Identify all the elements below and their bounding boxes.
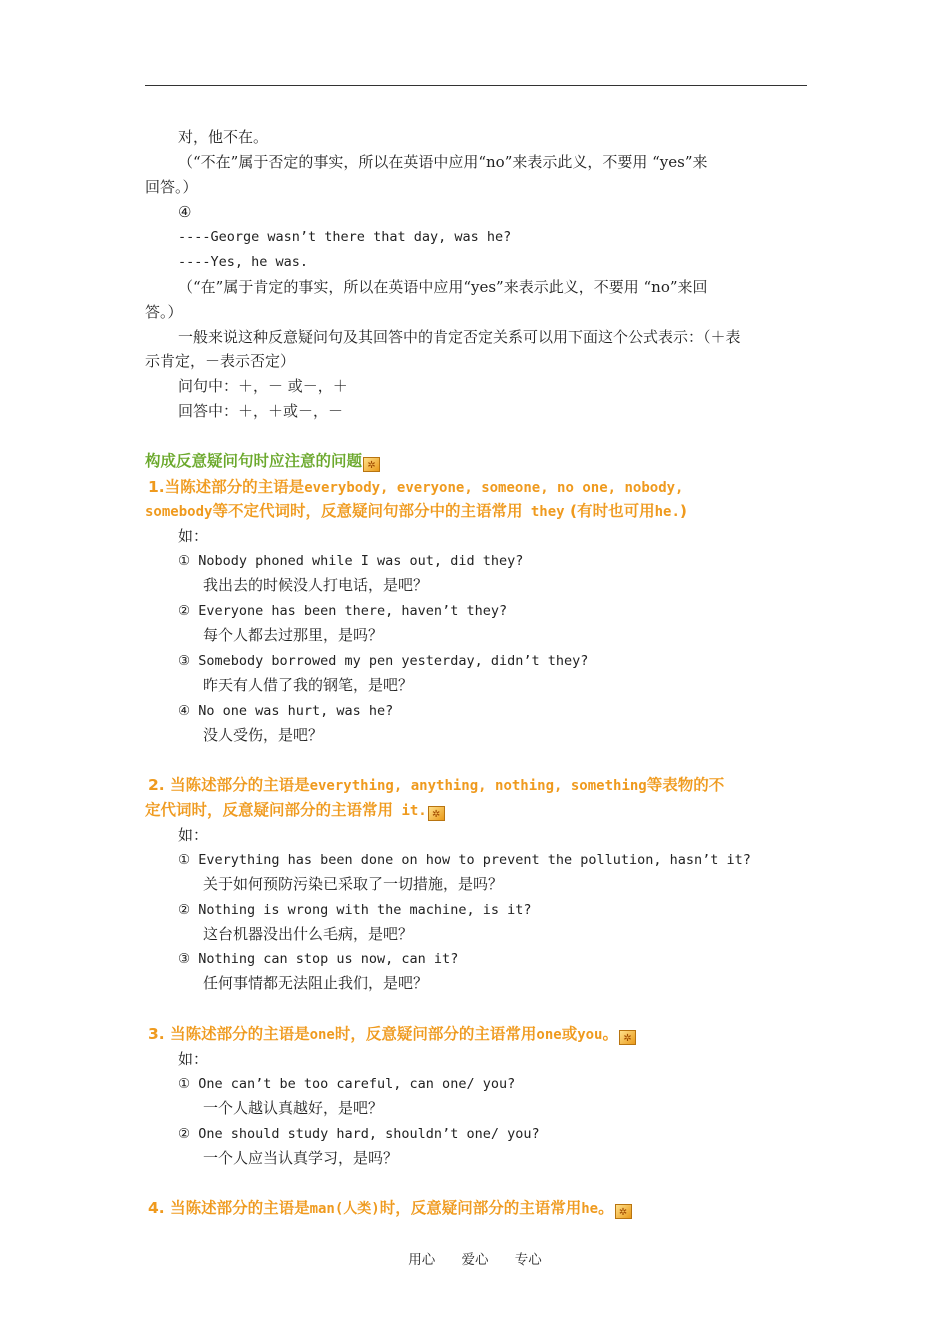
- example-zh: 一个人越认真越好，是吧？: [203, 1099, 384, 1117]
- rule-heading-4: 4. 当陈述部分的主语是man(人类)时，反意疑问部分的主语常用he。 ✲: [148, 1198, 632, 1219]
- text-line: （“在”属于肯定的事实，所以在英语中应用“yes”来表示此义，不要用 “no”来回: [178, 278, 708, 296]
- example-zh: 每个人都去过那里，是吗？: [203, 626, 384, 644]
- text-line: 回答。）: [145, 178, 198, 196]
- dialogue-line: ----Yes, he was.: [178, 254, 309, 270]
- example-zh: 我出去的时候没人打电话，是吧？: [203, 576, 429, 594]
- example-zh: 昨天有人借了我的钢笔，是吧？: [203, 676, 414, 694]
- flower-icon: ✲: [615, 1204, 632, 1219]
- text-line: 答。）: [145, 303, 183, 321]
- section-title: 构成反意疑问句时应注意的问题 ✲: [145, 451, 380, 472]
- formula-line: 回答中：＋，＋或－，－: [178, 402, 344, 420]
- example-en: ④ No one was hurt, was he?: [178, 703, 394, 719]
- example-label: 如：: [178, 826, 209, 844]
- rule-heading-3: 3. 当陈述部分的主语是one时，反意疑问部分的主语常用one或you。 ✲: [148, 1024, 636, 1045]
- flower-icon: ✲: [428, 806, 445, 821]
- formula-line: 问句中：＋，－ 或－，＋: [178, 377, 348, 395]
- example-label: 如：: [178, 527, 209, 545]
- rule-heading-2: 2. 当陈述部分的主语是everything, anything, nothing, something等表物的不: [148, 776, 725, 794]
- text-line: ④: [178, 203, 192, 221]
- example-zh: 这台机器没出什么毛病，是吧？: [203, 925, 414, 943]
- rule-heading-1: 1.当陈述部分的主语是everybody, everyone, someone, no one, nobody,: [148, 478, 684, 496]
- header-rule: [145, 85, 807, 86]
- text-line: 示肯定，－表示否定）: [145, 352, 296, 370]
- example-en: ① Nobody phoned while I was out, did they?: [178, 553, 524, 569]
- text-line: 对，他不在。: [178, 128, 269, 146]
- dialogue-line: ----George wasn’t there that day, was he?: [178, 229, 512, 245]
- text-line: （“不在”属于否定的事实，所以在英语中应用“no”来表示此义，不要用 “yes”来: [178, 153, 708, 171]
- text-line: 一般来说这种反意疑问句及其回答中的肯定否定关系可以用下面这个公式表示：（＋表: [178, 328, 741, 346]
- example-zh: 关于如何预防污染已采取了一切措施，是吗？: [203, 875, 504, 893]
- example-en: ① Everything has been done on how to prevent the pollution, hasn’t it?: [178, 852, 751, 868]
- example-en: ② Nothing is wrong with the machine, is it?: [178, 902, 532, 918]
- example-zh: 没人受伤，是吧？: [203, 726, 324, 744]
- example-en: ① One can’t be too careful, can one/ you?: [178, 1076, 516, 1092]
- example-en: ③ Nothing can stop us now, can it?: [178, 951, 459, 967]
- example-en: ② Everyone has been there, haven’t they?: [178, 603, 508, 619]
- example-en: ② One should study hard, shouldn’t one/ you?: [178, 1126, 540, 1142]
- example-zh: 任何事情都无法阻止我们，是吧？: [203, 974, 429, 992]
- example-zh: 一个人应当认真学习，是吗？: [203, 1149, 399, 1167]
- flower-icon: ✲: [619, 1030, 636, 1045]
- rule-heading-2-cont: 定代词时，反意疑问部分的主语常用 it. ✲: [145, 800, 445, 821]
- page-footer: 用心 爱心 专心: [408, 1252, 542, 1268]
- rule-heading-1-cont: somebody等不定代词时，反意疑问句部分中的主语常用 they (有时也可用he.): [145, 502, 687, 520]
- flower-icon: ✲: [363, 457, 380, 472]
- example-label: 如：: [178, 1050, 209, 1068]
- example-en: ③ Somebody borrowed my pen yesterday, didn’t they?: [178, 653, 589, 669]
